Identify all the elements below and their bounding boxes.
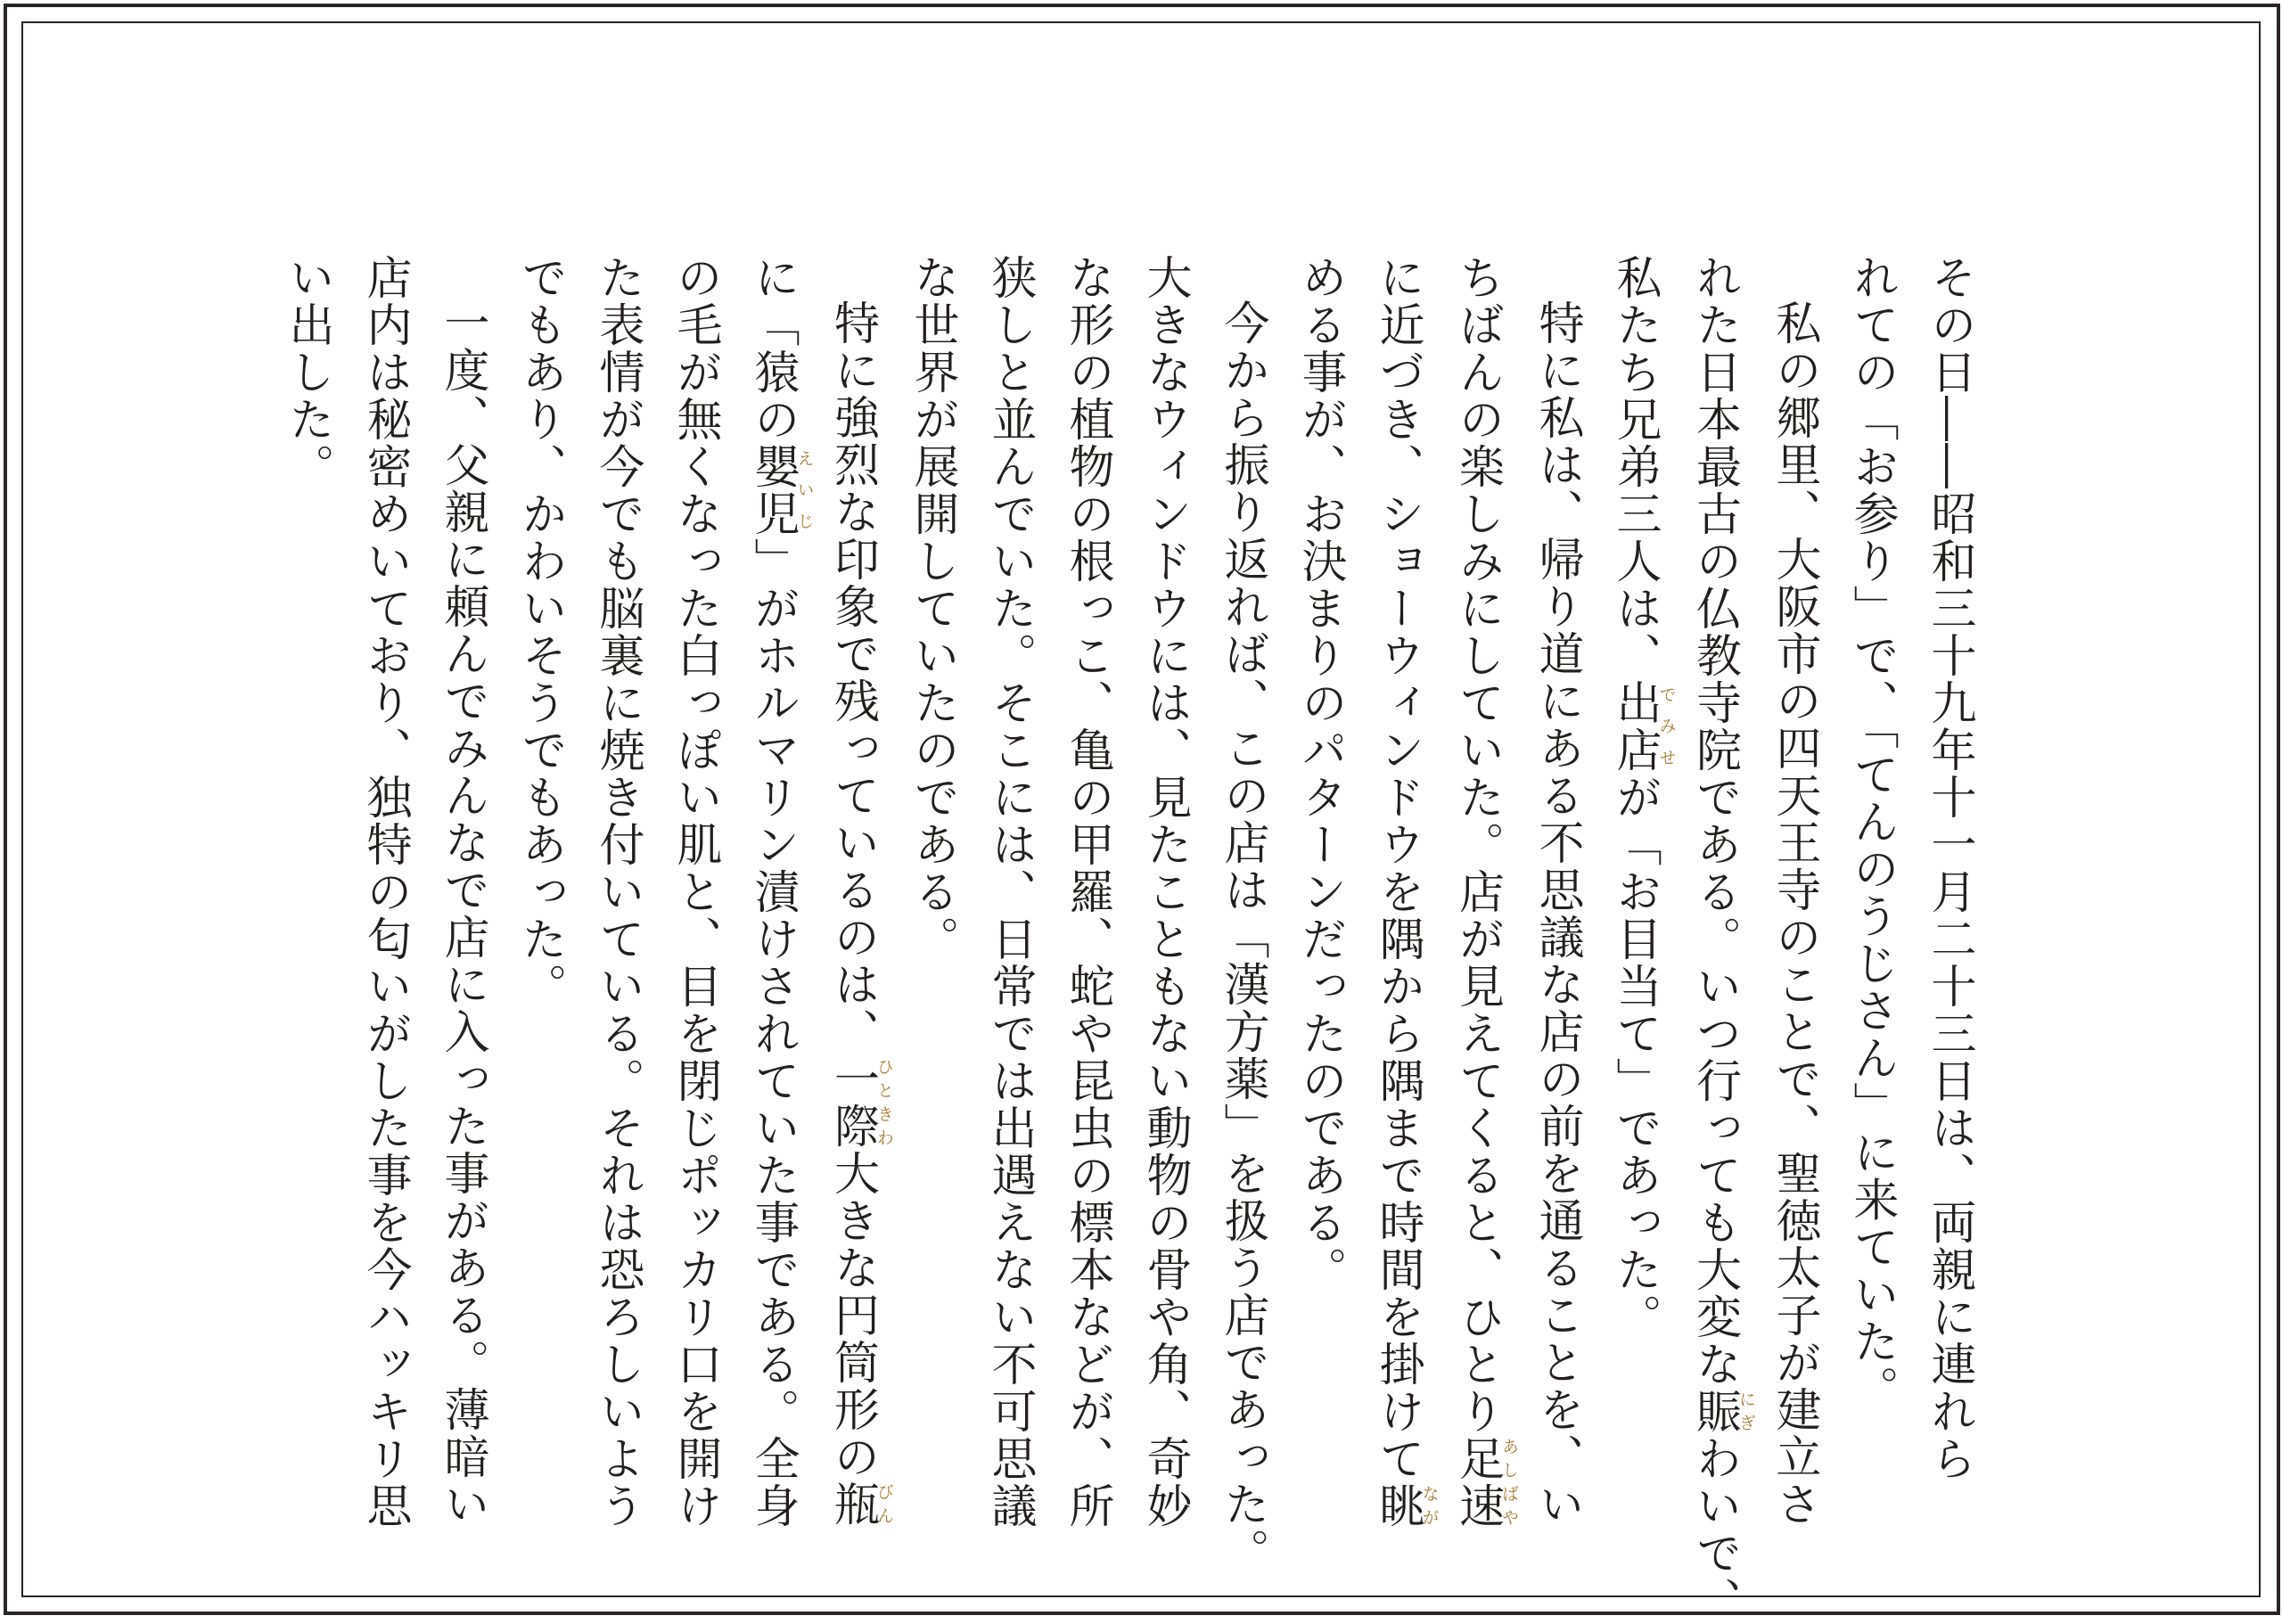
text-line: [1755, 254, 1833, 1528]
text-segment: 」がホルマリン漬けされていた事である。全身: [746, 537, 799, 1530]
ruby-reading: ひときわ: [874, 1055, 894, 1150]
ruby-word: [825, 1055, 894, 1150]
text-line: [1126, 254, 1203, 1530]
text-segment: 私たち兄弟三人は、: [1608, 254, 1661, 679]
text-segment: の毛が無くなった白っぽい肌と、目を閉じポッカリ口を開け: [669, 254, 721, 1530]
ruby-base: 出店: [1608, 679, 1661, 774]
text-line: [1910, 254, 1988, 1484]
text-line: [814, 254, 894, 1528]
text-segment: でもあり、かわいそうでもあった。: [513, 254, 566, 1010]
text-line: [1596, 254, 1676, 1484]
ruby-base: 嬰児: [746, 443, 799, 537]
text-line: [734, 254, 815, 1530]
text-segment: その日――昭和三十九年十一月二十三日は、両親に連れら: [1923, 254, 1975, 1482]
ruby-word: [1450, 1435, 1519, 1530]
text-segment: 大きなウィンドウには、見たこともない動物の骨や角、奇妙: [1138, 254, 1191, 1530]
text-segment: に近づき、ショーウィンドウを隅から隅まで時間を掛けて: [1371, 254, 1424, 1482]
ruby-word: [1371, 1482, 1440, 1530]
text-line: [1048, 254, 1126, 1530]
text-segment: た表情が今でも脳裏に焼き付いている。それは恐ろしいよう: [591, 254, 644, 1530]
ruby-reading: あしばや: [1499, 1435, 1519, 1530]
text-line: [971, 254, 1048, 1530]
text-segment: 特に強烈な印象で残っているのは、: [825, 299, 879, 1055]
text-segment: に「猿の: [746, 254, 799, 443]
text-segment: 今から振り返れば、この店は「漢方薬」を扱う店であった。: [1216, 299, 1268, 1575]
text-segment: い出した。: [281, 254, 333, 490]
ruby-reading: なが: [1419, 1482, 1440, 1530]
text-segment: 特に私は、帰り道にある不思議な店の前を通ることを、い: [1531, 299, 1583, 1528]
ruby-reading: えいじ: [794, 443, 815, 537]
ruby-base: 瓶: [825, 1480, 879, 1528]
ruby-word: [1687, 1388, 1756, 1435]
ruby-word: [746, 443, 815, 537]
ruby-base: 眺: [1371, 1482, 1424, 1530]
ruby-base: 一際: [825, 1055, 879, 1150]
text-segment: な世界が展開していたのである。: [906, 254, 958, 963]
text-segment: れての「お参り」で、「てんのうじさん」に来ていた。: [1845, 254, 1898, 1413]
text-line: [1359, 254, 1440, 1530]
text-segment: 私の郷里、大阪市の四天王寺のことで、聖徳太子が建立さ: [1768, 299, 1820, 1528]
text-line: [1676, 254, 1756, 1624]
text-line: [579, 254, 656, 1530]
text-segment: 狭しと並んでいた。そこには、日常では出遇えない不可思議: [983, 254, 1036, 1530]
text-segment: ちばんの楽しみにしていた。店が見えてくると、ひとり: [1450, 254, 1504, 1435]
text-line: [893, 254, 971, 1484]
text-segment: が「お目当て」であった。: [1608, 774, 1661, 1341]
text-line: [501, 254, 579, 1484]
ruby-reading: びん: [874, 1480, 894, 1528]
text-line: [1281, 254, 1359, 1484]
text-segment: れた日本最古の仏教寺院である。いつ行っても大変な: [1687, 254, 1741, 1388]
text-segment: な形の植物の根っこ、亀の甲羅、蛇や昆虫の標本などが、所: [1061, 254, 1113, 1530]
vertical-text-body: [268, 254, 1988, 1624]
text-line: [268, 254, 346, 1484]
text-segment: わいで、: [1687, 1435, 1741, 1624]
text-segment: 店内は秘密めいており、独特の匂いがした事を今ハッキリ思: [358, 254, 411, 1530]
text-segment: 一度、父親に頼んでみんなで店に入った事がある。薄暗い: [436, 299, 488, 1528]
ruby-base: 賑: [1687, 1388, 1741, 1435]
text-line: [423, 254, 501, 1528]
ruby-word: [1608, 679, 1677, 774]
ruby-reading: でみせ: [1656, 679, 1677, 774]
text-line: [1203, 254, 1281, 1575]
text-line: [1833, 254, 1910, 1484]
text-line: [1518, 254, 1596, 1528]
text-segment: 大きな円筒形の: [825, 1150, 879, 1480]
ruby-word: [825, 1480, 894, 1528]
text-line: [1439, 254, 1519, 1530]
text-line: [346, 254, 423, 1530]
text-line: [656, 254, 734, 1530]
ruby-reading: にぎ: [1736, 1388, 1756, 1435]
text-segment: める事が、お決まりのパターンだったのである。: [1293, 254, 1346, 1293]
ruby-base: 足速: [1450, 1435, 1504, 1530]
